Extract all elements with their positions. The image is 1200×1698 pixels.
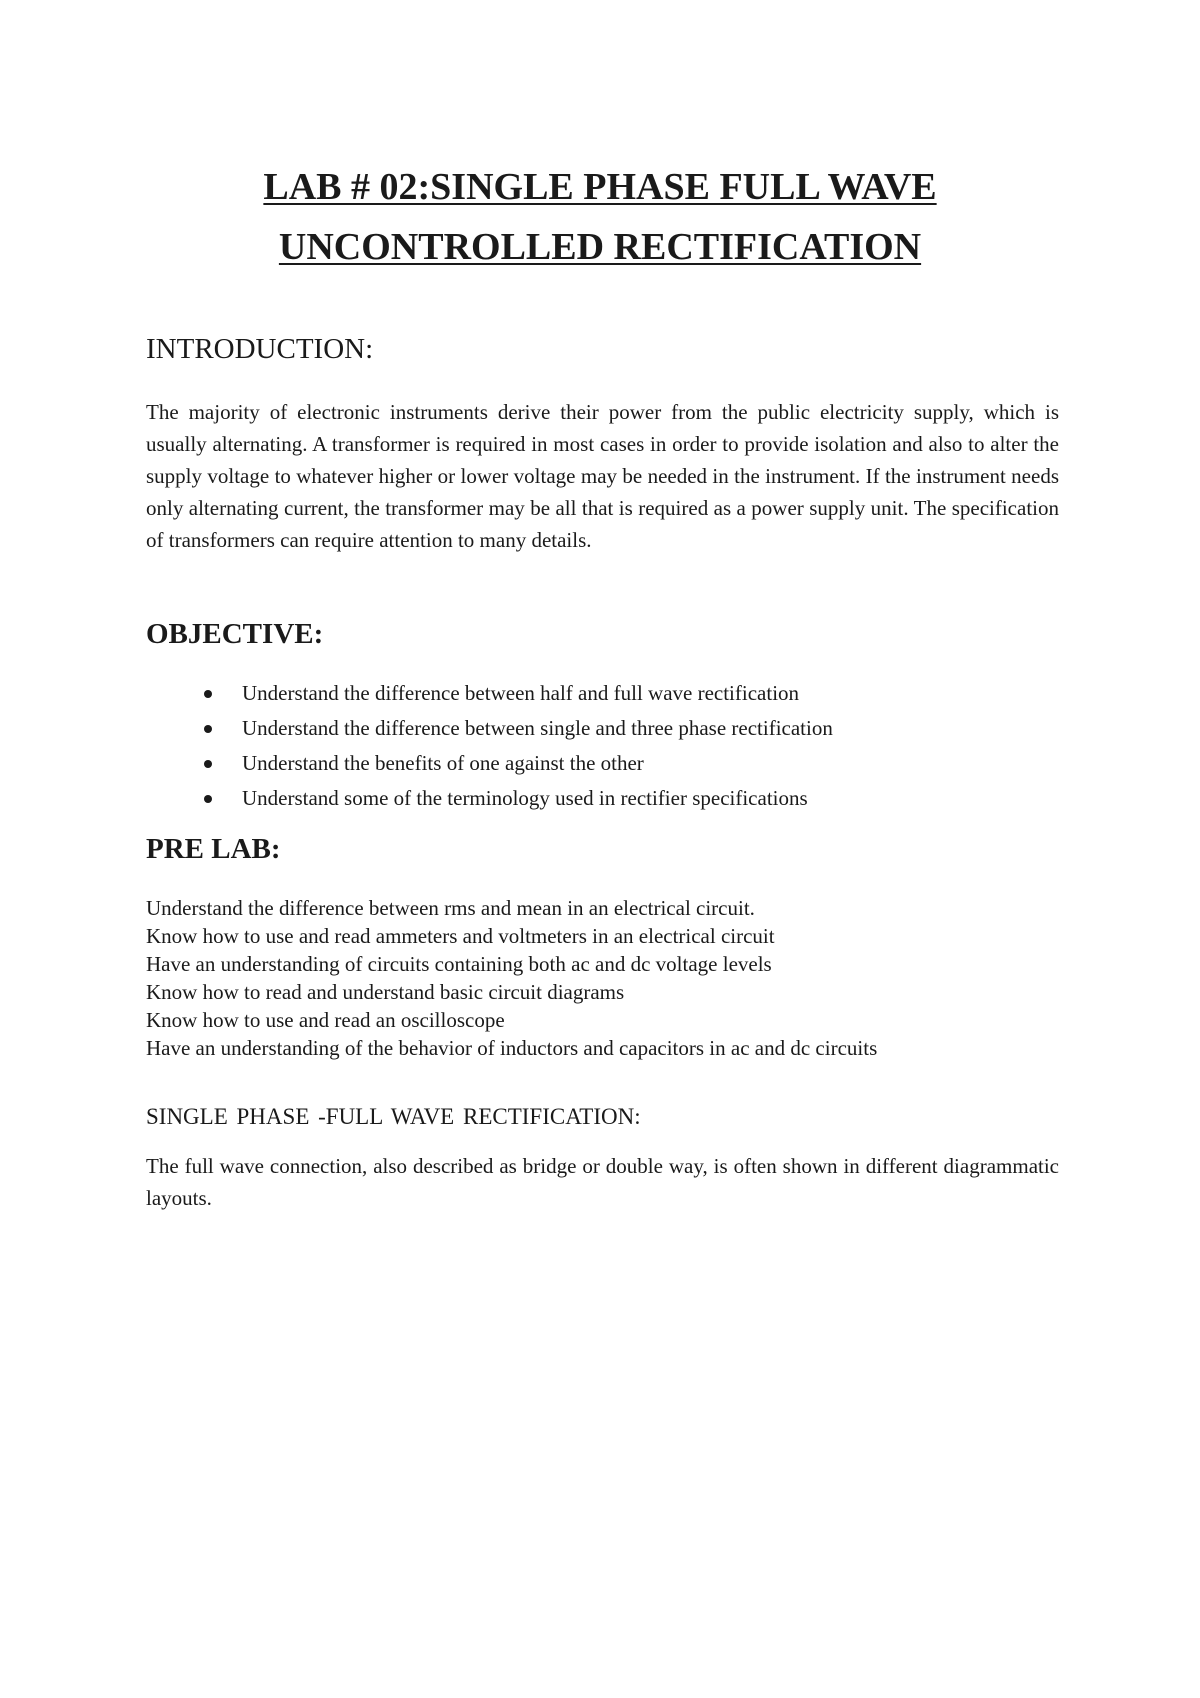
document-title-line-1: LAB # 02:SINGLE PHASE FULL WAVE — [263, 166, 937, 208]
objective-list-item — [146, 781, 1066, 816]
objective-item-text: Understand the difference between single and three phase rectification — [242, 716, 833, 740]
introduction-heading: INTRODUCTION: — [146, 333, 374, 365]
document-title-line-2: UNCONTROLLED RECTIFICATION — [278, 226, 922, 268]
prelab-list — [146, 894, 1066, 1062]
prelab-line: Have an understanding of the behavior of inductors and capacitors in ac and dc circuits — [146, 1036, 878, 1060]
bullet-icon — [204, 690, 212, 698]
full-wave-paragraph: The full wave connection, also described as bridge or double way, is often shown in different diagrammatic layouts. — [146, 1154, 1059, 1210]
objective-list-item — [146, 746, 1066, 781]
prelab-heading: PRE LAB: — [146, 833, 281, 865]
prelab-line: Know how to use and read an oscilloscope — [146, 1008, 505, 1032]
objective-list — [146, 676, 1066, 816]
objective-list-item — [146, 676, 1066, 711]
objective-item-text: Understand some of the terminology used in rectifier specifications — [242, 786, 808, 810]
bullet-icon — [204, 760, 212, 768]
prelab-line: Know how to use and read ammeters and voltmeters in an electrical circuit — [146, 924, 775, 948]
prelab-line: Understand the difference between rms and mean in an electrical circuit. — [146, 896, 755, 920]
bullet-icon — [204, 795, 212, 803]
objective-list-item — [146, 711, 1066, 746]
objective-heading: OBJECTIVE: — [146, 618, 324, 650]
objective-item-text: Understand the benefits of one against the other — [242, 751, 644, 775]
introduction-paragraph: The majority of electronic instruments derive their power from the public electricity supply, which is usually alternating. A transformer is required in most cases in order to provide isolation and also to alter the supply voltage to whatever higher or lower voltage may be needed in the instrument. If the instrument needs only alternating current, the transformer may be all that is required as a power supply unit. The specification of transformers can require attention to many details. — [146, 400, 1059, 552]
prelab-line: Have an understanding of circuits containing both ac and dc voltage levels — [146, 952, 772, 976]
objective-item-text: Understand the difference between half and full wave rectification — [242, 681, 800, 705]
bullet-icon — [204, 725, 212, 733]
prelab-line: Know how to read and understand basic circuit diagrams — [146, 980, 625, 1004]
full-wave-heading: SINGLE PHASE -FULL WAVE RECTIFICATION: — [146, 1104, 641, 1129]
